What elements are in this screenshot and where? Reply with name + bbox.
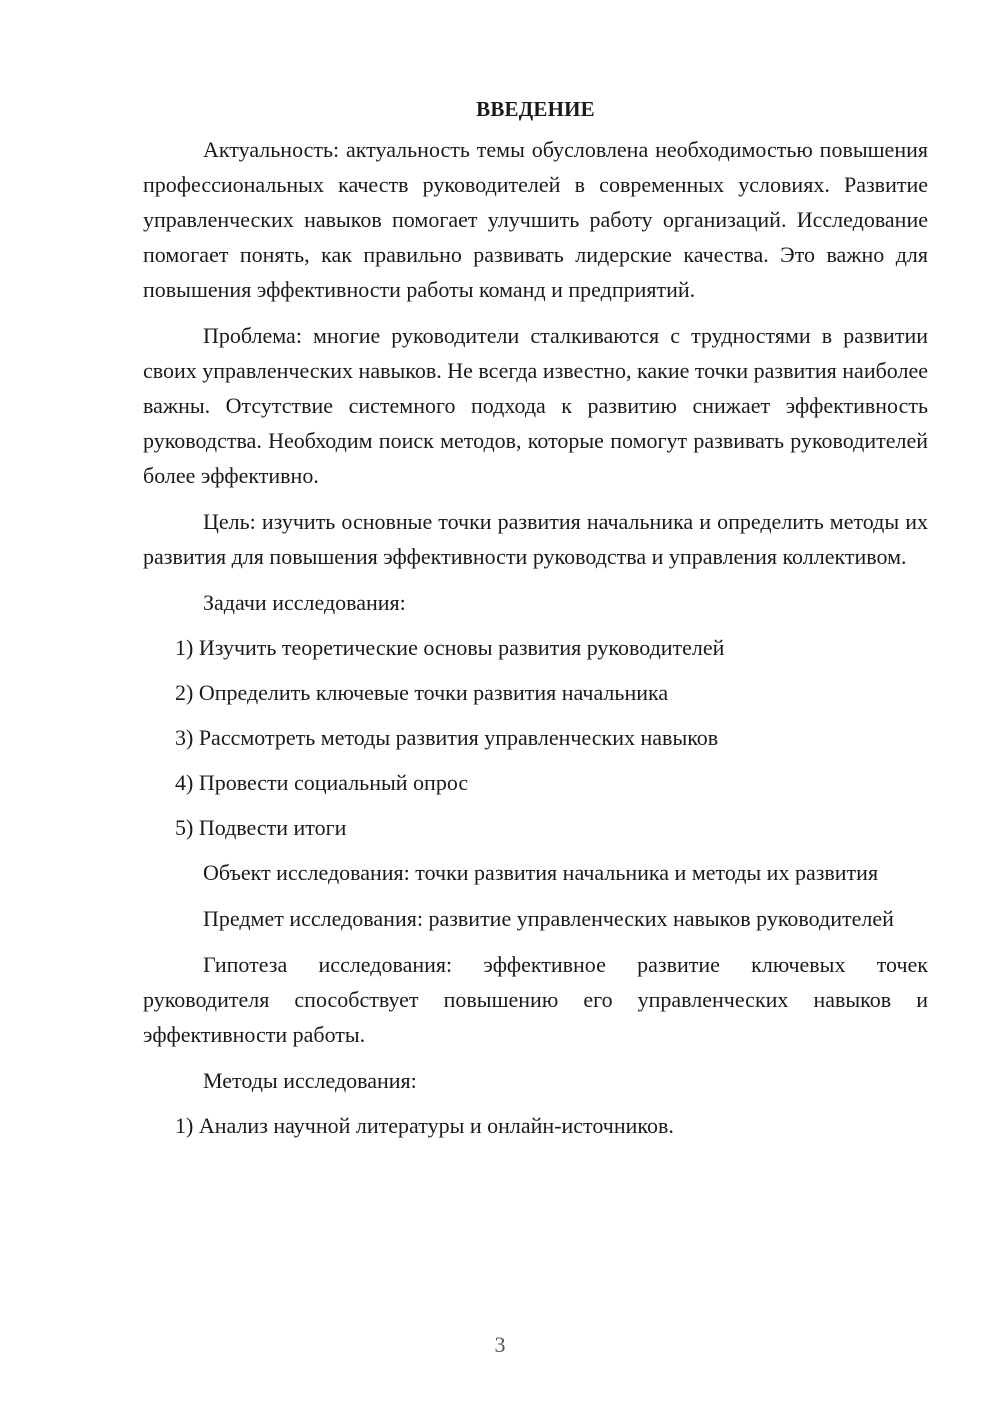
document-page xyxy=(143,92,928,1153)
tasks-title: Задачи исследования: xyxy=(203,590,406,615)
object-paragraph: Объект исследования: точки развития начальника и методы их развития xyxy=(203,860,879,885)
hypothesis-paragraph: Гипотеза исследования: эффективное развитие ключевых точек руководителя способствует повышению его управленческих навыков и эффективности работы. xyxy=(143,952,928,1047)
problem-paragraph: Проблема: многие руководители сталкиваются с трудностями в развитии своих управленческих навыков. Не всегда известно, какие точки развития наиболее важны. Отсутствие системного подхода к развитию снижает эффективность руководства. Необходим поиск методов, которые помогут развивать руководителей более эффективно. xyxy=(143,323,928,488)
relevance-paragraph: Актуальность: актуальность темы обусловлена необходимостью повышения профессиональных качеств руководителей в современных условиях. Развитие управленческих навыков помогает улучшить работу организаций. Исследование помогает понять, как правильно развивать лидерские качества. Это важно для повышения эффективности работы команд и предприятий. xyxy=(143,137,928,302)
methods-title: Методы исследования: xyxy=(203,1068,417,1093)
task-item: 3) Рассмотреть методы развития управленческих навыков xyxy=(175,725,719,750)
goal-paragraph: Цель: изучить основные точки развития начальника и определить методы их развития для повышения эффективности руководства и управления коллективом. xyxy=(143,509,928,569)
task-item: 2) Определить ключевые точки развития начальника xyxy=(175,680,669,705)
page-number: 3 xyxy=(494,1332,506,1357)
task-item: 1) Изучить теоретические основы развития руководителей xyxy=(175,635,725,660)
method-item: 1) Анализ научной литературы и онлайн-источников. xyxy=(175,1113,674,1138)
tasks-list xyxy=(143,630,928,845)
task-item: 5) Подвести итоги xyxy=(175,815,347,840)
methods-list xyxy=(143,1108,928,1143)
subject-paragraph: Предмет исследования: развитие управленческих навыков руководителей xyxy=(203,906,894,931)
section-heading: ВВЕДЕНИЕ xyxy=(476,97,595,121)
task-item: 4) Провести социальный опрос xyxy=(175,770,469,795)
